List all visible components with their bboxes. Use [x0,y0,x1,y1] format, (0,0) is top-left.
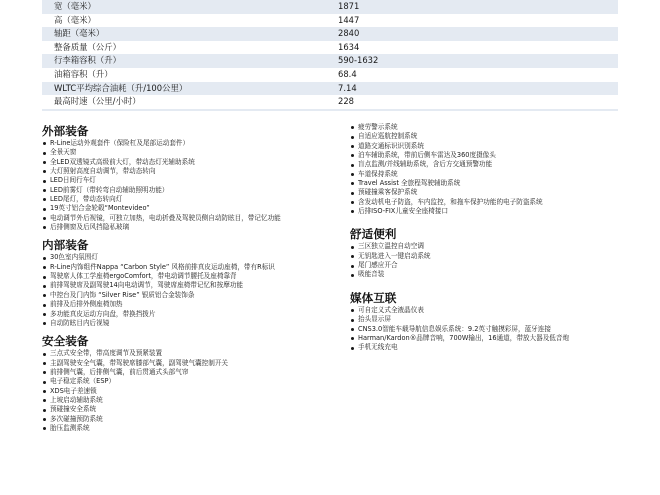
spec-row [42,54,618,68]
spec-row [42,95,618,109]
list-item: 三点式安全带，带高度调节及预紧装置 [42,349,332,358]
list-item: R-Line内饰组件Nappa “Carbon Style” 风格前排真皮运动座椅，带有R标识 [42,263,332,272]
list-item: 电子稳定系统（ESP） [42,377,332,386]
list-item: 驾驶席人体工学座椅ergoComfort，带电动调节腰托及座椅靠背 [42,272,332,281]
list-item: 中控台及门内饰 “Silver Rise” 银质铝合金装饰条 [42,291,332,300]
spec-label: WLTC平均综合油耗（升/100公里） [54,82,188,93]
list-item: 无钥匙进入一键启动系统 [350,252,640,261]
interior-title: 内部装备 [42,238,89,253]
list-item: 后排ISO-FIX儿童安全座椅接口 [350,207,640,216]
spec-row [42,27,618,41]
interior-list [42,253,332,328]
list-item: 上坡启动辅助系统 [42,396,332,405]
list-item: 疲劳警示系统 [350,123,640,132]
list-item: 胎压监测系统 [42,424,332,433]
list-item: 多功能真皮运动方向盘，带换挡拨片 [42,310,332,319]
list-item: XDS电子差速锁 [42,387,332,396]
list-item: Harman/Kardon®品牌音响，700W输出，16通道，带放大器及低音炮 [350,334,640,343]
exterior-list [42,139,332,232]
list-item: 泊车辅助系统，带前后侧车雷达及360度摄像头 [350,151,640,160]
exterior-title: 外部装备 [42,124,89,138]
list-item: 道路交通标识识别系统 [350,142,640,151]
list-item: 车道保持系统 [350,170,640,179]
list-item: 预碰撞乘客保护系统 [350,188,640,197]
spec-value: 68.4 [338,68,357,79]
list-item: 前排驾驶席及副驾驶14向电动调节，驾驶席座椅带记忆和按摩功能 [42,281,332,290]
list-item: 大灯照射高度自动调节，带动态转向 [42,167,332,176]
spec-value: 590-1632 [338,55,379,66]
safety-list [42,349,332,433]
list-item: 预碰撞安全系统 [42,405,332,414]
spec-row [42,14,618,28]
spec-row [42,68,618,82]
spec-value: 1447 [338,14,360,25]
spec-label: 轴距（毫米） [54,28,105,39]
spec-value: 1871 [338,1,360,11]
list-item: 全LED双透镜式高级前大灯，带动态灯光辅助系统 [42,158,332,167]
spec-label: 最高时速（公里/小时） [54,96,141,107]
list-item: R-Line运动外观套件（保险杠及尾部运动套件） [42,139,332,148]
spec-row [42,82,618,96]
spec-row [42,41,618,55]
list-item: 自动防眩目内后视镜 [42,319,332,328]
comfort-title: 舒适便利 [350,227,397,242]
list-item: CNS3.0智能车载导航信息娱乐系统：9.2英寸触摸彩屏，蓝牙连接 [350,325,640,334]
spec-label: 行李箱容积（升） [54,55,121,66]
list-item: LED日间行车灯 [42,176,332,185]
comfort-list [350,242,640,279]
list-item: 可自定义式全液晶仪表 [350,306,640,315]
list-item: 三区独立温控自动空调 [350,242,640,251]
list-item: 盲点监测/并线辅助系统，含后方交通预警功能 [350,160,640,169]
list-item: 后排侧窗及后风挡隐私玻璃 [42,223,332,232]
spec-table [42,0,618,111]
spec-row [42,0,618,14]
list-item: LED尾灯，带动态转向灯 [42,195,332,204]
list-item: Travel Assist 全旅程驾驶辅助系统 [350,179,640,188]
safety-title: 安全装备 [42,334,89,349]
list-item: 自适应巡航控制系统 [350,132,640,141]
assist-list [350,123,640,216]
list-item: 主副驾驶安全气囊，带驾驶席膝部气囊，副驾驶气囊控制开关 [42,359,332,368]
list-item: 多次碰撞预防系统 [42,415,332,424]
list-item: 全景天窗 [42,148,332,157]
spec-label: 宽（毫米） [54,1,96,11]
spec-value: 2840 [338,28,360,39]
list-item: 电动调节外后视镜，可独立加热，电动折叠及驾驶员侧自动防眩目，带记忆功能 [42,214,332,223]
list-item: LED前雾灯（带转弯自动辅助照明功能） [42,186,332,195]
list-item: 尾门感应开合 [350,261,640,270]
list-item: 抬头显示屏 [350,315,640,324]
list-item: 前排侧气囊，后排侧气囊，前后贯通式头部气帘 [42,368,332,377]
list-item: 前排及后排外侧座椅加热 [42,300,332,309]
list-item: 含发动机电子防盗，车内监控，和拖车保护功能的电子防盗系统 [350,198,640,207]
left-column [42,123,332,438]
spec-label: 高（毫米） [54,14,96,25]
list-item: 30色室内氛围灯 [42,253,332,262]
list-item: 19英寸铝合金轮毂“Montevideo” [42,204,332,213]
list-item: 手机无线充电 [350,343,640,352]
spec-label: 油箱容积（升） [54,68,113,79]
media-list [350,306,640,353]
spec-value: 228 [338,96,354,107]
spec-label: 整备质量（公斤） [54,41,121,52]
list-item: 吸能音装 [350,270,640,279]
media-title: 媒体互联 [350,290,397,305]
spec-value: 1634 [338,41,360,52]
spec-value: 7.14 [338,82,357,93]
right-column [350,123,640,358]
